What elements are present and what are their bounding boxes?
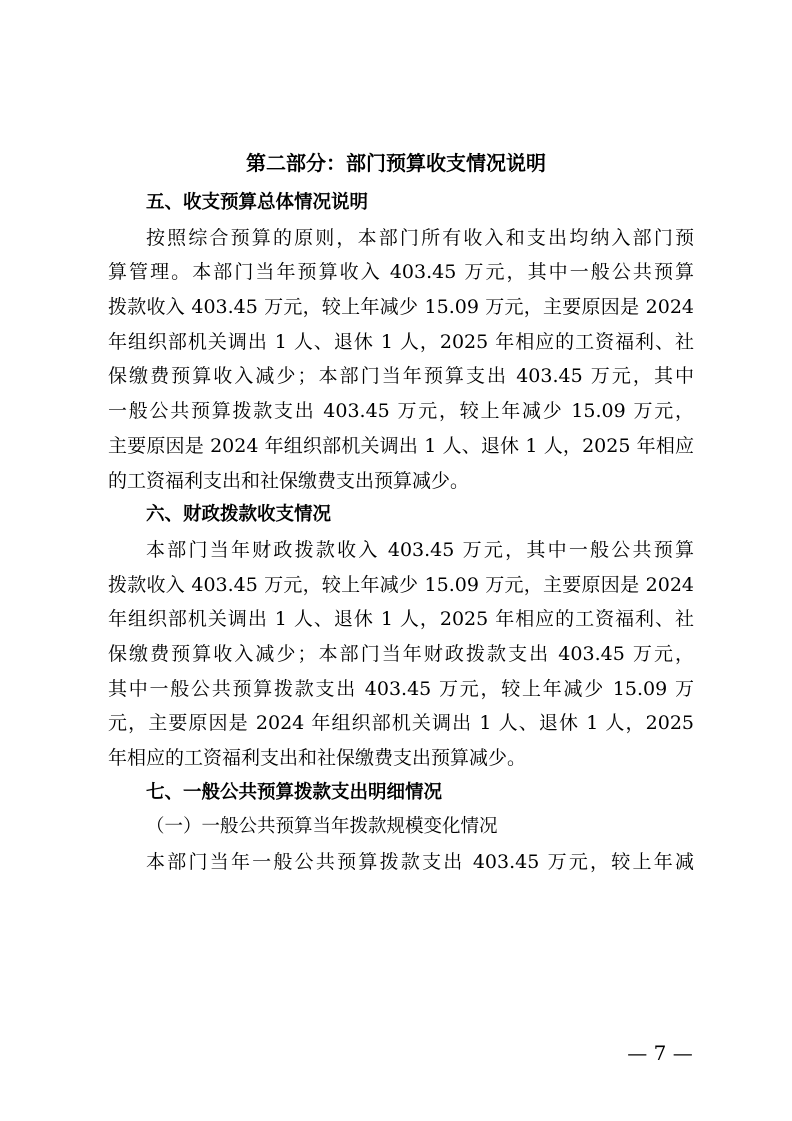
paragraph-line: 算管理。本部门当年预算收入 403.45 万元，其中一般公共预算 (108, 261, 694, 284)
paragraph-line: 保缴费预算收入减少；本部门当年预算支出 403.45 万元，其中 (108, 365, 694, 388)
page-number: — 7 — (627, 1041, 693, 1065)
paragraph-line: 拨款收入 403.45 万元，较上年减少 15.09 万元，主要原因是 2024 (108, 573, 694, 596)
paragraph-line: 年相应的工资福利支出和社保缴费支出预算减少。 (108, 747, 527, 769)
paragraph-line: 本部门当年财政拨款收入 403.45 万元，其中一般公共预算 (146, 538, 694, 561)
paragraph-line: 按照综合预算的原则，本部门所有收入和支出均纳入部门预 (146, 226, 694, 249)
part-title: 第二部分：部门预算收支情况说明 (246, 151, 546, 175)
paragraph-line: 年组织部机关调出 1 人、退休 1 人，2025 年相应的工资福利、社 (108, 608, 694, 631)
paragraph-line: 保缴费预算收入减少；本部门当年财政拨款支出 403.45 万元， (108, 642, 694, 665)
paragraph-line: 一般公共预算拨款支出 403.45 万元，较上年减少 15.09 万元， (108, 400, 694, 423)
document-body (108, 186, 694, 880)
section-heading: 六、财政拨款收支情况 (146, 504, 332, 526)
paragraph-line: 拨款收入 403.45 万元，较上年减少 15.09 万元，主要原因是 2024 (108, 296, 694, 319)
paragraph-line: 的工资福利支出和社保缴费支出预算减少。 (108, 469, 470, 492)
paragraph-line: 本部门当年一般公共预算拨款支出 403.45 万元，较上年减 (146, 851, 694, 874)
paragraph-line: 年组织部机关调出 1 人、退休 1 人，2025 年相应的工资福利、社 (108, 330, 694, 353)
section-heading: 五、收支预算总体情况说明 (146, 192, 369, 213)
paragraph-line: 元，主要原因是 2024 年组织部机关调出 1 人、退休 1 人，2025 (108, 712, 694, 735)
paragraph-line: 其中一般公共预算拨款支出 403.45 万元，较上年减少 15.09 万 (108, 677, 694, 700)
paragraph-line: 主要原因是 2024 年组织部机关调出 1 人、退休 1 人，2025 年相应 (108, 434, 694, 457)
section-heading: 七、一般公共预算拨款支出明细情况 (146, 781, 443, 803)
subsection-heading: （一）一般公共预算当年拨款规模变化情况 (146, 816, 498, 838)
